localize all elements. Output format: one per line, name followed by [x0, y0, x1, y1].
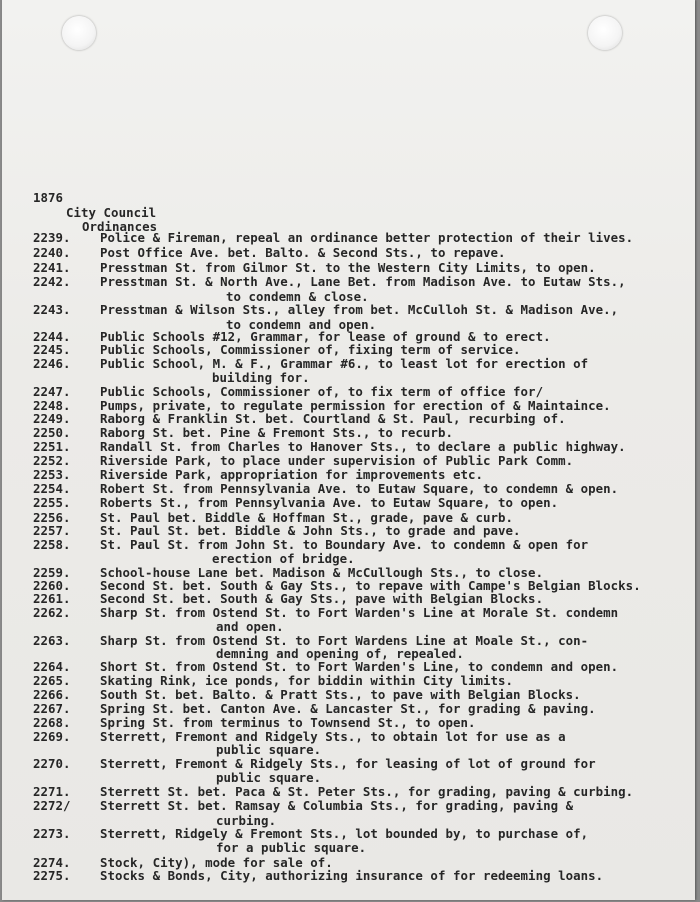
ordinance-continuation: public square.: [216, 770, 322, 785]
ordinance-number: 2245.: [33, 342, 71, 357]
ordinance-description: Sharp St. from Ostend St. to Fort Warden's Line at Morale St. condemn: [100, 605, 619, 620]
ordinance-number: 2272/: [33, 798, 71, 813]
ordinance-description: Sterrett, Fremont and Ridgely Sts., to obtain lot for use as a: [100, 729, 566, 744]
ordinance-number: 2267.: [33, 701, 71, 716]
ordinance-number: 2256.: [33, 510, 71, 525]
ordinance-description: Post Office Ave. bet. Balto. & Second Sts., to repave.: [100, 245, 506, 260]
ordinance-number: 2259.: [33, 565, 71, 580]
ordinance-description: Presstman St. & North Ave., Lane Bet. from Madison Ave. to Eutaw Sts.,: [100, 274, 626, 289]
ordinance-continuation: erection of bridge.: [212, 551, 355, 566]
ordinance-number: 2264.: [33, 659, 71, 674]
ordinance-continuation: to condemn & close.: [226, 289, 369, 304]
ordinance-number: 2246.: [33, 356, 71, 371]
ordinance-description: Randall St. from Charles to Hanover Sts., to declare a public highway.: [100, 439, 626, 454]
ordinance-description: Stock, City), mode for sale of.: [100, 855, 333, 870]
ordinance-number: 2275.: [33, 868, 71, 883]
ordinance-continuation: curbing.: [216, 813, 277, 828]
ordinance-number: 2263.: [33, 633, 71, 648]
ordinance-description: Police & Fireman, repeal an ordinance better protection of their lives.: [100, 230, 634, 245]
ordinance-number: 2255.: [33, 495, 71, 510]
ordinance-description: Sterrett, Fremont & Ridgely Sts., for leasing of lot of ground for: [100, 756, 596, 771]
ordinance-description: Skating Rink, ice ponds, for biddin within City limits.: [100, 673, 514, 688]
ordinance-number: 2270.: [33, 756, 71, 771]
ordinance-number: 2261.: [33, 591, 71, 606]
ordinance-continuation: and open.: [216, 619, 284, 634]
document-subheading: Ordinances: [82, 219, 158, 234]
ordinance-continuation: public square.: [216, 742, 322, 757]
ordinance-description: School-house Lane bet. Madison & McCullough Sts., to close.: [100, 565, 544, 580]
ordinance-description: Presstman St. from Gilmor St. to the Western City Limits, to open.: [100, 260, 596, 275]
ordinance-description: South St. bet. Balto. & Pratt Sts., to pave with Belgian Blocks.: [100, 687, 581, 702]
ordinance-number: 2242.: [33, 274, 71, 289]
ordinance-description: Short St. from Ostend St. to Fort Warden's Line, to condemn and open.: [100, 659, 619, 674]
ordinance-number: 2248.: [33, 398, 71, 413]
ordinance-number: 2265.: [33, 673, 71, 688]
ordinance-description: Presstman & Wilson Sts., alley from bet. McCulloh St. & Madison Ave.,: [100, 302, 619, 317]
ordinance-number: 2266.: [33, 687, 71, 702]
ordinance-number: 2273.: [33, 826, 71, 841]
ordinance-description: St. Paul bet. Biddle & Hoffman St., grade, pave & curb.: [100, 510, 514, 525]
ordinance-number: 2271.: [33, 784, 71, 799]
ordinance-continuation: building for.: [212, 370, 310, 385]
ordinance-number: 2269.: [33, 729, 71, 744]
ordinance-description: Spring St. bet. Canton Ave. & Lancaster St., for grading & paving.: [100, 701, 596, 716]
ordinance-number: 2243.: [33, 302, 71, 317]
ordinance-description: Robert St. from Pennsylvania Ave. to Eutaw Square, to condemn & open.: [100, 481, 619, 496]
ordinance-number: 2249.: [33, 411, 71, 426]
ordinance-number: 2247.: [33, 384, 71, 399]
ordinance-number: 2262.: [33, 605, 71, 620]
ordinance-description: Raborg St. bet. Pine & Fremont Sts., to recurb.: [100, 425, 453, 440]
ordinance-description: St. Paul St. bet. Biddle & John Sts., to grade and pave.: [100, 523, 521, 538]
ordinance-description: Riverside Park, to place under supervision of Public Park Comm.: [100, 453, 574, 468]
ordinance-continuation: for a public square.: [216, 840, 367, 855]
ordinance-description: Riverside Park, appropriation for improvements etc.: [100, 467, 483, 482]
ordinance-number: 2257.: [33, 523, 71, 538]
ordinance-description: Sharp St. from Ostend St. to Fort Wardens Line at Moale St., con-: [100, 633, 589, 648]
ordinance-number: 2252.: [33, 453, 71, 468]
ordinance-number: 2240.: [33, 245, 71, 260]
ordinance-description: Public Schools, Commissioner of, to fix term of office for/: [100, 384, 544, 399]
ordinance-continuation: to condemn and open.: [226, 317, 377, 332]
ordinance-number: 2260.: [33, 578, 71, 593]
ordinance-description: St. Paul St. from John St. to Boundary Ave. to condemn & open for: [100, 537, 589, 552]
ordinance-description: Public Schools #12, Grammar, for lease of ground & to erect.: [100, 329, 551, 344]
ordinance-description: Spring St. from terminus to Townsend St., to open.: [100, 715, 476, 730]
ordinance-description: Second St. bet. South & Gay Sts., pave with Belgian Blocks.: [100, 591, 544, 606]
ordinance-number: 2258.: [33, 537, 71, 552]
ordinance-description: Sterrett, Ridgely & Fremont Sts., lot bounded by, to purchase of,: [100, 826, 589, 841]
ordinance-number: 2268.: [33, 715, 71, 730]
ordinance-continuation: demning and opening of, repealed.: [216, 646, 464, 661]
document-year: 1876: [33, 190, 64, 205]
document-heading: City Council: [66, 205, 157, 220]
ordinance-description: Stocks & Bonds, City, authorizing insurance of for redeeming loans.: [100, 868, 604, 883]
ordinance-number: 2274.: [33, 855, 71, 870]
ordinance-description: Raborg & Franklin St. bet. Courtland & St. Paul, recurbing of.: [100, 411, 566, 426]
ordinance-number: 2244.: [33, 329, 71, 344]
ordinance-number: 2251.: [33, 439, 71, 454]
ordinance-description: Second St. bet. South & Gay Sts., to repave with Campe's Belgian Blocks.: [100, 578, 641, 593]
ordinance-description: Sterrett St. bet. Ramsay & Columbia Sts., for grading, paving &: [100, 798, 574, 813]
ordinance-description: Roberts St., from Pennsylvania Ave. to Eutaw Square, to open.: [100, 495, 559, 510]
ordinance-number: 2253.: [33, 467, 71, 482]
ordinance-number: 2241.: [33, 260, 71, 275]
ordinance-description: Pumps, private, to regulate permission for erection of & Maintaince.: [100, 398, 611, 413]
ordinance-number: 2254.: [33, 481, 71, 496]
ordinance-description: Sterrett St. bet. Paca & St. Peter Sts., for grading, paving & curbing.: [100, 784, 634, 799]
ordinance-description: Public Schools, Commissioner of, fixing term of service.: [100, 342, 521, 357]
ordinance-number: 2239.: [33, 230, 71, 245]
ordinance-description: Public School, M. & F., Grammar #6., to least lot for erection of: [100, 356, 589, 371]
ordinance-number: 2250.: [33, 425, 71, 440]
